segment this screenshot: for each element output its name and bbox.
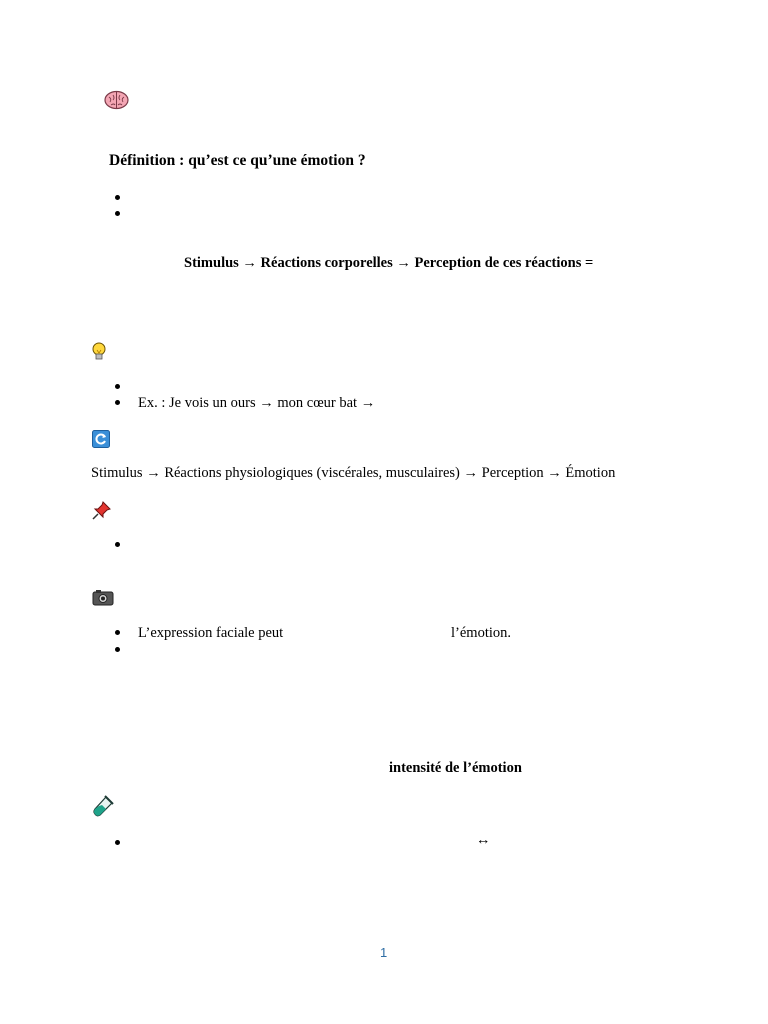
list-bullet <box>115 647 120 652</box>
process-chain: Stimulus → Réactions physiologiques (viscérales, musculaires) → Perception → Émotion <box>91 465 616 481</box>
emphasis-text: intensité de l’émotion <box>389 760 522 776</box>
brain-icon <box>104 90 129 110</box>
formula-line: Stimulus → Réactions corporelles → Perception de ces réactions = <box>184 255 594 271</box>
lightbulb-icon <box>92 342 106 362</box>
list-bullet <box>115 384 120 389</box>
list-item-text: l’émotion. <box>451 625 512 641</box>
list-bullet <box>115 211 120 216</box>
double-arrow: ↔ <box>476 832 491 848</box>
list-bullet <box>115 195 120 200</box>
page-number: 1 <box>380 945 388 960</box>
list-bullet <box>115 840 120 845</box>
pushpin-icon <box>92 500 112 520</box>
example-text: Ex. : Je vois un ours → mon cœur bat → <box>138 395 376 411</box>
test-tube-icon <box>92 795 114 817</box>
list-bullet <box>115 400 120 405</box>
list-bullet <box>115 542 120 547</box>
list-item-text: L’expression faciale peut <box>138 625 284 641</box>
refresh-icon <box>92 430 110 448</box>
camera-icon <box>92 589 114 606</box>
list-bullet <box>115 630 120 635</box>
section-heading: Définition : qu’est ce qu’une émotion ? <box>109 152 366 169</box>
